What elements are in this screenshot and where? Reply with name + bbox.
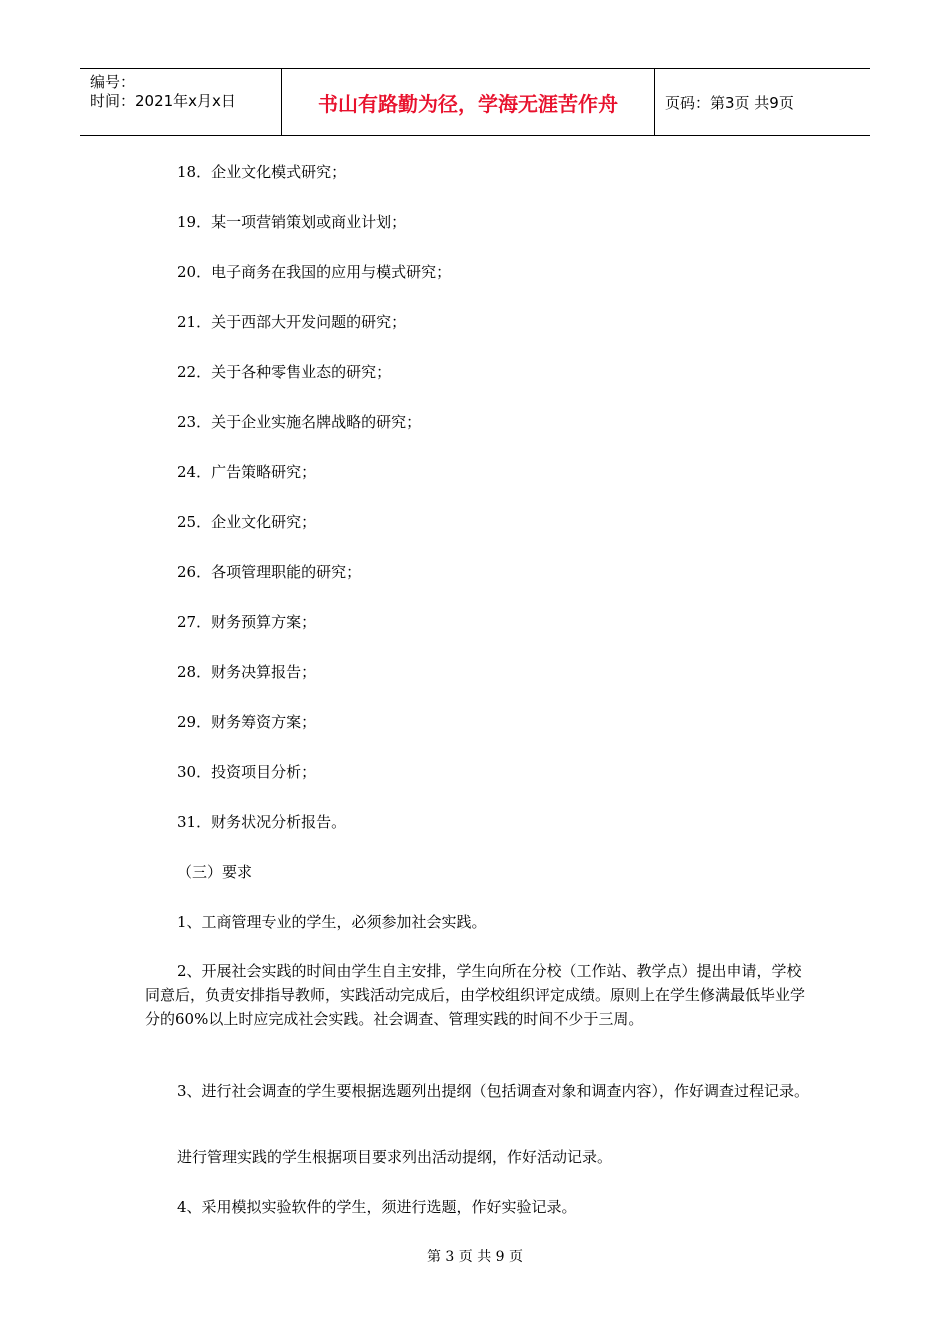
list-item: 26．各项管理职能的研究； [177,563,362,581]
list-item: 25．企业文化研究； [177,513,317,531]
list-item: 30．投资项目分析； [177,763,317,781]
requirement-3: 3、进行社会调查的学生要根据选题列出提纲（包括调查对象和调查内容），作好调查过程记录。 [177,1082,810,1100]
list-item: 31．财务状况分析报告。 [177,813,347,831]
requirement-1: 1、工商管理专业的学生，必须参加社会实践。 [177,913,487,931]
page-footer: 第 3 页 共 9 页 [426,1249,524,1265]
header-page-info: 页码：第3页 共9页 [665,93,794,112]
list-item: 19．某一项营销策划或商业计划； [177,213,407,231]
header-motto: 书山有路勤为径，学海无涯苦作舟 [282,69,655,135]
requirement-2: 2、开展社会实践的时间由学生自主安排，学生向所在分校（工作站、教学点）提出申请，学校同意后，负责安排指导教师，实践活动完成后，由学校组织评定成绩。原则上在学生修满最低毕业学分的60%以上时应完成社会实践。社会调查、管理实践的时间不少于三周。 [145,962,806,1028]
requirement-3-block [145,1079,810,1131]
header-meta [80,69,282,135]
requirement-2-block [145,959,810,1057]
list-item: 23．关于企业实施名牌战略的研究； [177,413,422,431]
document-number-label: 编号： [90,73,136,91]
list-item: 29．财务筹资方案； [177,713,317,731]
requirement-4: 4、采用模拟实验软件的学生，须进行选题，作好实验记录。 [177,1198,577,1216]
list-item: 21．关于西部大开发问题的研究； [177,313,407,331]
document-time-label: 时间：2021年x月x日 [90,92,236,110]
list-item: 22．关于各种零售业态的研究； [177,363,392,381]
list-item: 28．财务决算报告； [177,663,317,681]
list-item: 27．财务预算方案； [177,613,317,631]
list-item: 20．电子商务在我国的应用与模式研究； [177,263,452,281]
requirement-3-note: 进行管理实践的学生根据项目要求列出活动提纲，作好活动记录。 [177,1148,613,1166]
document-body [145,157,810,1242]
section-heading: （三）要求 [177,863,253,881]
page-header [80,68,870,136]
list-item: 24．广告策略研究； [177,463,317,481]
list-item: 18．企业文化模式研究； [177,163,347,181]
